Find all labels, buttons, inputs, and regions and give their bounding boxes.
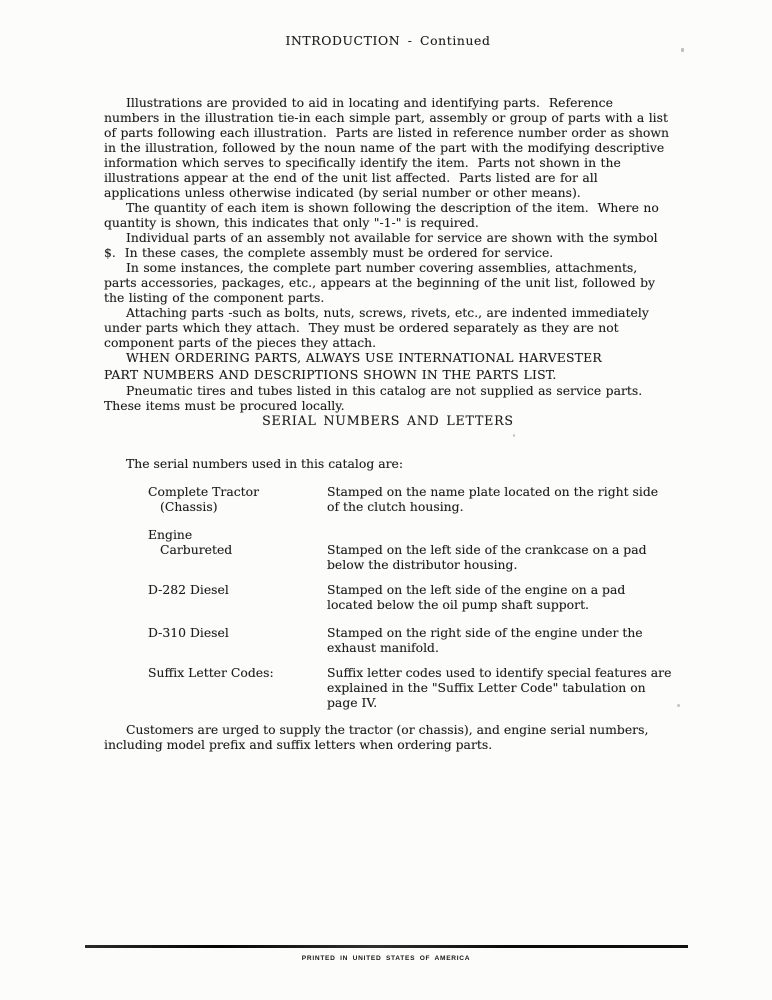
serial-lead-line: The serial numbers used in this catalog are: [126,456,404,471]
page-title: INTRODUCTION - Continued [285,33,491,48]
serial-entry-engine-carbureted [104,527,672,572]
ordering-notice: WHEN ORDERING PARTS, ALWAYS USE INTERNATIONAL HARVESTER PART NUMBERS AND DESCRIPTIONS SHOWN IN THE PARTS LIST. [104,350,607,382]
serial-entry-label-line1: Engine [148,527,193,542]
serial-entry-d282-diesel [104,582,672,612]
serial-entry-label-line2: (Chassis) [160,499,218,514]
paragraph-customers: Customers are urged to supply the tractor (or chassis), and engine serial numbers, including model prefix and suffix letters when ordering parts. [104,722,653,752]
paragraph-service-symbol: Individual parts of an assembly not available for service are shown with the symbol $. In these cases, the complete assembly must be ordered for service. [104,230,663,260]
scan-artifact-mark [677,704,680,707]
serial-entry-label [148,625,327,655]
scan-artifact-mark [513,434,515,437]
serial-entry-label-line1: D-310 Diesel [148,625,229,640]
paragraph-tires: Pneumatic tires and tubes listed in this catalog are not supplied as service parts. These items must be procured locally. [104,383,652,413]
footer-divider-rule [85,945,688,948]
serial-entry-description: Stamped on the name plate located on the right side of the clutch housing. [327,484,663,514]
serial-entry-label [148,582,327,612]
serial-entry-description: Stamped on the left side of the engine on a pad located below the oil pump shaft support. [327,582,630,612]
serial-entry-label-line1: Complete Tractor [148,484,260,499]
serial-entry-label-line1: Suffix Letter Codes: [148,665,274,680]
section-heading-serial-numbers: SERIAL NUMBERS AND LETTERS [262,413,514,428]
serial-entry-label [148,527,327,572]
paragraph-illustrations: Illustrations are provided to aid in locating and identifying parts. Reference numbers in the illustration tie-in each simple part, assembly or group of parts with a list of parts following each illustration. Parts are listed in reference number order as shown in the illustration, followed by the noun name of the part with the modifying descriptive information which serves to specifically identify the item. Parts not shown in the illustrations appear at the end of the unit list affected. Parts listed are for all applications unless otherwise indicated (by serial number or other means). [104,95,674,200]
serial-entry-complete-tractor [104,484,672,514]
serial-entry-d310-diesel [104,625,672,655]
scan-artifact-mark [681,48,684,52]
paragraph-part-number: In some instances, the complete part number covering assemblies, attachments, parts accessories, packages, etc., appears at the beginning of the unit list, followed by the listing of the component parts. [104,260,660,305]
serial-entry-description: Stamped on the right side of the engine under the exhaust manifold. [327,625,647,655]
paragraph-attaching-parts: Attaching parts -such as bolts, nuts, screws, rivets, etc., are indented immediately under parts which they attach. They must be ordered separately as they are not component parts of the pieces they attach. [104,305,654,350]
serial-entry-label-line2: Carbureted [160,542,233,557]
serial-entry-description: Suffix letter codes used to identify special features are explained in the "Suffix Letter Code" tabulation on page IV. [327,665,676,710]
serial-entry-label [148,484,327,514]
paragraph-quantity: The quantity of each item is shown following the description of the item. Where no quantity is shown, this indicates that only "-1-" is required. [104,200,664,230]
printed-in-usa-note: PRINTED IN UNITED STATES OF AMERICA [301,955,471,962]
serial-entry-description: Stamped on the left side of the crankcase on a pad below the distributor housing. [327,542,651,572]
serial-entry-suffix-letter-codes [104,665,676,710]
serial-entry-label-line1: D-282 Diesel [148,582,229,597]
serial-entry-label [148,665,327,710]
